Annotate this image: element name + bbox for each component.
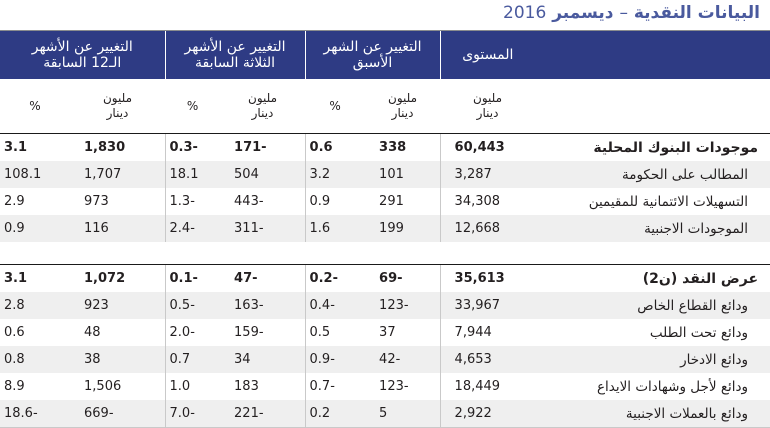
unit-level: مليون دينار	[473, 91, 503, 120]
table-row	[0, 319, 770, 346]
row-level: 18,449	[454, 379, 501, 394]
row-change-1m: -123	[365, 292, 440, 319]
row-change-12m: 116	[70, 215, 165, 242]
row-change-3m: -47	[220, 265, 305, 293]
row-change-12m: 1,506	[70, 373, 165, 400]
row-pct-3m: -0.1	[165, 265, 220, 293]
unit-12m-million: مليون دينار	[102, 91, 133, 120]
row-change-12m: 973	[70, 188, 165, 215]
row-level: 12,668	[440, 215, 535, 242]
unit-3m-million: مليون دينار	[248, 91, 278, 120]
header-change-1m: التغيير عن الشهر الأسبق	[305, 31, 440, 79]
row-label: التسهيلات الائتمانية للمقيمين	[588, 193, 749, 210]
row-label: موجودات البنوك المحلية	[535, 134, 770, 162]
row-change-1m: 338	[365, 134, 440, 162]
table-row	[0, 161, 770, 188]
row-change-3m: -171	[220, 134, 305, 162]
row-pct-3m: -2.0	[169, 325, 195, 340]
row-pct-3m: 18.1	[165, 161, 220, 188]
row-pct-12m: 2.9	[4, 194, 25, 209]
row-change-1m: 101	[365, 161, 440, 188]
row-pct-12m: 3.1	[0, 265, 70, 293]
row-change-3m: -163	[220, 292, 305, 319]
row-level: 33,967	[440, 292, 535, 319]
row-change-12m: 1,707	[70, 161, 165, 188]
row-level: 34,308	[454, 194, 501, 209]
row-change-12m: 923	[70, 292, 165, 319]
row-label: عرض النقد (ن2)	[535, 265, 770, 293]
row-label: ودائع القطاع الخاص	[535, 292, 770, 319]
row-change-1m: 291	[365, 188, 440, 215]
unit-12m-pct: %	[29, 98, 41, 113]
row-level: 3,287	[440, 161, 535, 188]
row-pct-1m: -0.9	[305, 346, 365, 373]
table-header-row	[0, 31, 770, 79]
monetary-table	[0, 31, 770, 428]
row-pct-12m: 0.9	[0, 215, 70, 242]
row-change-12m: 1,830	[70, 134, 165, 162]
table-row	[0, 265, 770, 293]
table-row	[0, 215, 770, 242]
row-change-12m: 38	[70, 346, 165, 373]
unit-3m-pct: %	[186, 98, 199, 113]
row-level: 2,922	[440, 400, 535, 428]
title-month: ديسمبر	[552, 3, 614, 23]
header-blank	[535, 31, 770, 79]
row-pct-3m: -2.4	[165, 215, 220, 242]
row-pct-1m: 0.5	[309, 325, 331, 340]
row-pct-1m: -0.7	[309, 379, 335, 394]
row-change-1m: -42	[365, 346, 440, 373]
row-pct-1m: 1.6	[305, 215, 365, 242]
row-pct-1m: -0.4	[305, 292, 365, 319]
row-change-1m: 37	[365, 319, 440, 346]
row-label: ودائع لأجل وشهادات الايداع	[596, 378, 749, 395]
row-pct-1m: 3.2	[305, 161, 365, 188]
header-level: المستوى	[440, 31, 535, 79]
title-dash: –	[619, 3, 628, 23]
row-pct-12m: 0.6	[4, 325, 25, 340]
row-change-12m: -669	[70, 400, 165, 428]
row-change-3m: -221	[220, 400, 305, 428]
title-bar	[0, 0, 770, 31]
row-pct-3m: -7.0	[165, 400, 220, 428]
row-change-3m: 504	[220, 161, 305, 188]
row-pct-1m: -0.2	[305, 265, 365, 293]
row-change-3m: 183	[220, 373, 305, 400]
row-change-3m: -311	[220, 215, 305, 242]
table-row	[0, 134, 770, 162]
row-pct-3m: -0.3	[165, 134, 220, 162]
row-pct-1m: 0.2	[305, 400, 365, 428]
header-change-12m: التغيير عن الأشهر الـ12 السابقة	[0, 31, 165, 79]
row-change-3m: -159	[220, 319, 305, 346]
row-pct-12m: 2.8	[0, 292, 70, 319]
row-label: ودائع الادخار	[535, 346, 770, 373]
table-row	[0, 346, 770, 373]
row-pct-3m: -1.3	[169, 194, 195, 209]
title-year: 2016	[503, 3, 547, 23]
table-row	[0, 188, 770, 215]
row-pct-3m: 1.0	[169, 379, 191, 394]
page-title	[503, 3, 760, 23]
row-label: ودائع بالعملات الاجنبية	[535, 400, 770, 428]
row-level: 60,443	[440, 134, 535, 162]
row-pct-12m: 8.9	[4, 379, 25, 394]
row-pct-1m: 0.6	[305, 134, 365, 162]
unit-1m-million: مليون دينار	[388, 91, 418, 120]
row-change-1m: -69	[365, 265, 440, 293]
row-change-12m: 48	[70, 319, 165, 346]
row-pct-12m: 108.1	[0, 161, 70, 188]
unit-1m-pct: %	[329, 98, 341, 113]
units-blank	[535, 79, 770, 134]
row-label: الموجودات الاجنبية	[535, 215, 770, 242]
row-pct-1m: 0.9	[309, 194, 331, 209]
row-level: 4,653	[440, 346, 535, 373]
row-level: 35,613	[440, 265, 535, 293]
row-pct-12m: 0.8	[0, 346, 70, 373]
row-pct-12m: 3.1	[0, 134, 70, 162]
row-pct-3m: 0.7	[165, 346, 220, 373]
row-label: المطالب على الحكومة	[535, 161, 770, 188]
row-pct-3m: -0.5	[165, 292, 220, 319]
row-change-1m: -123	[365, 373, 440, 400]
table-gap	[0, 242, 770, 265]
row-level: 7,944	[454, 325, 492, 340]
row-change-3m: 34	[220, 346, 305, 373]
table-row	[0, 292, 770, 319]
title-main: البيانات النقدية	[633, 3, 760, 23]
units-row	[0, 79, 770, 134]
row-pct-12m: -18.6	[0, 400, 70, 428]
row-change-12m: 1,072	[70, 265, 165, 293]
header-change-3m: التغيير عن الأشهر الثلاثة السابقة	[165, 31, 305, 79]
row-change-1m: 5	[365, 400, 440, 428]
table-row	[0, 400, 770, 428]
row-change-1m: 199	[365, 215, 440, 242]
row-change-3m: -443	[220, 188, 305, 215]
table-row	[0, 373, 770, 400]
row-label: ودائع تحت الطلب	[649, 324, 749, 341]
